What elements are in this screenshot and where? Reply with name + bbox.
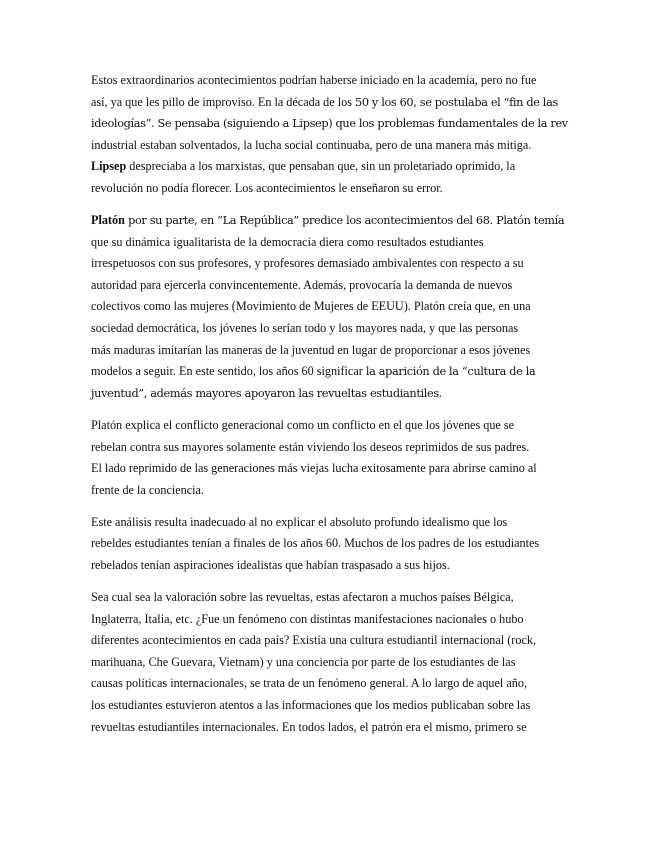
text-run: ideologías”. Se pensaba (siguiendo a Lipsep) que los problemas fundamentales de la rev [91, 117, 568, 131]
text-line [91, 652, 571, 674]
text-run: sociedad democrática, los jóvenes lo serían todo y los mayores nada, y que las personas [91, 321, 519, 336]
text-line [91, 609, 571, 631]
text-line [91, 210, 571, 232]
text-line [91, 92, 571, 114]
bold-name: Platón [91, 213, 125, 228]
text-run: causas políticas internacionales, se trata de un fenómeno general. A lo largo de aquel año, [91, 676, 527, 691]
paragraph [91, 587, 571, 738]
text-line [91, 275, 571, 297]
text-run: autoridad para ejercerla convincentemente. Además, provocaría la demanda de nuevos [91, 277, 513, 292]
text-run: rebelan contra sus mayores solamente están viviendo los deseos reprimidos de sus padres. [91, 439, 530, 454]
text-run: Este análisis resulta inadecuado al no explicar el absoluto profundo idealismo que los [91, 514, 508, 529]
text-line [91, 361, 571, 383]
text-run: Estos extraordinarios acontecimientos podrían haberse iniciado en la academia, pero no fue [91, 73, 537, 87]
text-run: modelos a seguir. En este sentido, los años 60 significar [91, 364, 366, 379]
text-line [91, 178, 571, 200]
text-run: industrial estaban solventados, la lucha social continuaba, pero de una manera más mitiga. [91, 137, 532, 152]
text-line [91, 533, 571, 555]
bold-name: Lipsep [91, 159, 127, 174]
text-line [91, 135, 571, 157]
text-line [91, 630, 571, 652]
document-body [91, 70, 571, 749]
paragraph [91, 415, 571, 501]
text-run: colectivos como las mujeres (Movimiento de Mujeres de EEUU). Platón creía que, en una [91, 299, 531, 314]
text-run: despreciaba a los marxistas, que pensaban que, sin un proletariado oprimido, la [126, 159, 516, 174]
text-run: irrespetuosos con sus profesores, y profesores demasiado ambivalentes con respecto a su [91, 256, 524, 271]
text-run: El lado reprimido de las generaciones más viejas lucha exitosamente para abrirse camino al [91, 461, 537, 476]
text-line [91, 458, 571, 480]
text-line [91, 555, 571, 577]
text-line [91, 512, 571, 534]
text-line [91, 437, 571, 459]
text-run: más maduras imitarían las maneras de la juventud en lugar de proporcionar a esos jóvenes [91, 342, 531, 357]
text-line [91, 253, 571, 275]
text-run: Platón explica el conflicto generacional como un conflicto en el que los jóvenes que se [91, 417, 515, 432]
text-run: . [438, 385, 442, 400]
text-run: que su dinámica igualitarista de la democracia diera como resultados estudiantes [91, 234, 484, 249]
text-line [91, 415, 571, 437]
text-line [91, 695, 571, 717]
text-line [91, 717, 571, 739]
paragraph [91, 70, 571, 200]
text-run: así, ya que les pillo de improviso. En la década de los [91, 94, 355, 109]
text-run: frente de la conciencia. [91, 482, 205, 497]
text-run: Sea cual sea la valoración sobre las revueltas, estas afectaron a muchos países Bélgica, [91, 590, 514, 605]
text-run: la aparición de la “cultura de la [365, 365, 536, 379]
text-line [91, 232, 571, 254]
text-run: marihuana, Che Guevara, Vietnam) y una conciencia por parte de los estudiantes de las [91, 654, 516, 669]
paragraph [91, 210, 571, 404]
text-run: juventud”, además mayores apoyaron las revueltas estudiantiles [91, 386, 439, 400]
text-line [91, 70, 571, 92]
text-run: por su parte, en “La República” predice los acontecimientos del 68. Platón temía [124, 214, 565, 228]
text-run: rebelados tenían aspiraciones idealistas que habían traspasado a sus hijos. [91, 557, 450, 572]
text-line [91, 480, 571, 502]
text-line [91, 587, 571, 609]
text-line [91, 156, 571, 178]
text-line [91, 383, 571, 405]
text-line [91, 673, 571, 695]
text-line [91, 113, 571, 135]
text-run: revueltas estudiantiles internacionales. En todos lados, el patrón era el mismo, primero se [91, 719, 527, 734]
paragraph [91, 512, 571, 577]
text-run: Inglaterra, Italia, etc. ¿Fue un fenómeno con distintas manifestaciones nacionales o hubo [91, 611, 524, 626]
text-line [91, 318, 571, 340]
text-line [91, 296, 571, 318]
text-run: diferentes acontecimientos en cada país? Existía una cultura estudiantil internacional (rock, [91, 633, 537, 648]
text-run: los estudiantes estuvieron atentos a las informaciones que los medios publicaban sobre las [91, 698, 531, 713]
text-run: 50 y los 60, se postulaba el “fin de las [355, 95, 558, 109]
text-run: revolución no podía florecer. Los acontecimientos le enseñaron su error. [91, 180, 443, 195]
text-run: rebeldes estudiantes tenían a finales de los años 60. Muchos de los padres de los estudiantes [91, 536, 540, 551]
text-line [91, 340, 571, 362]
